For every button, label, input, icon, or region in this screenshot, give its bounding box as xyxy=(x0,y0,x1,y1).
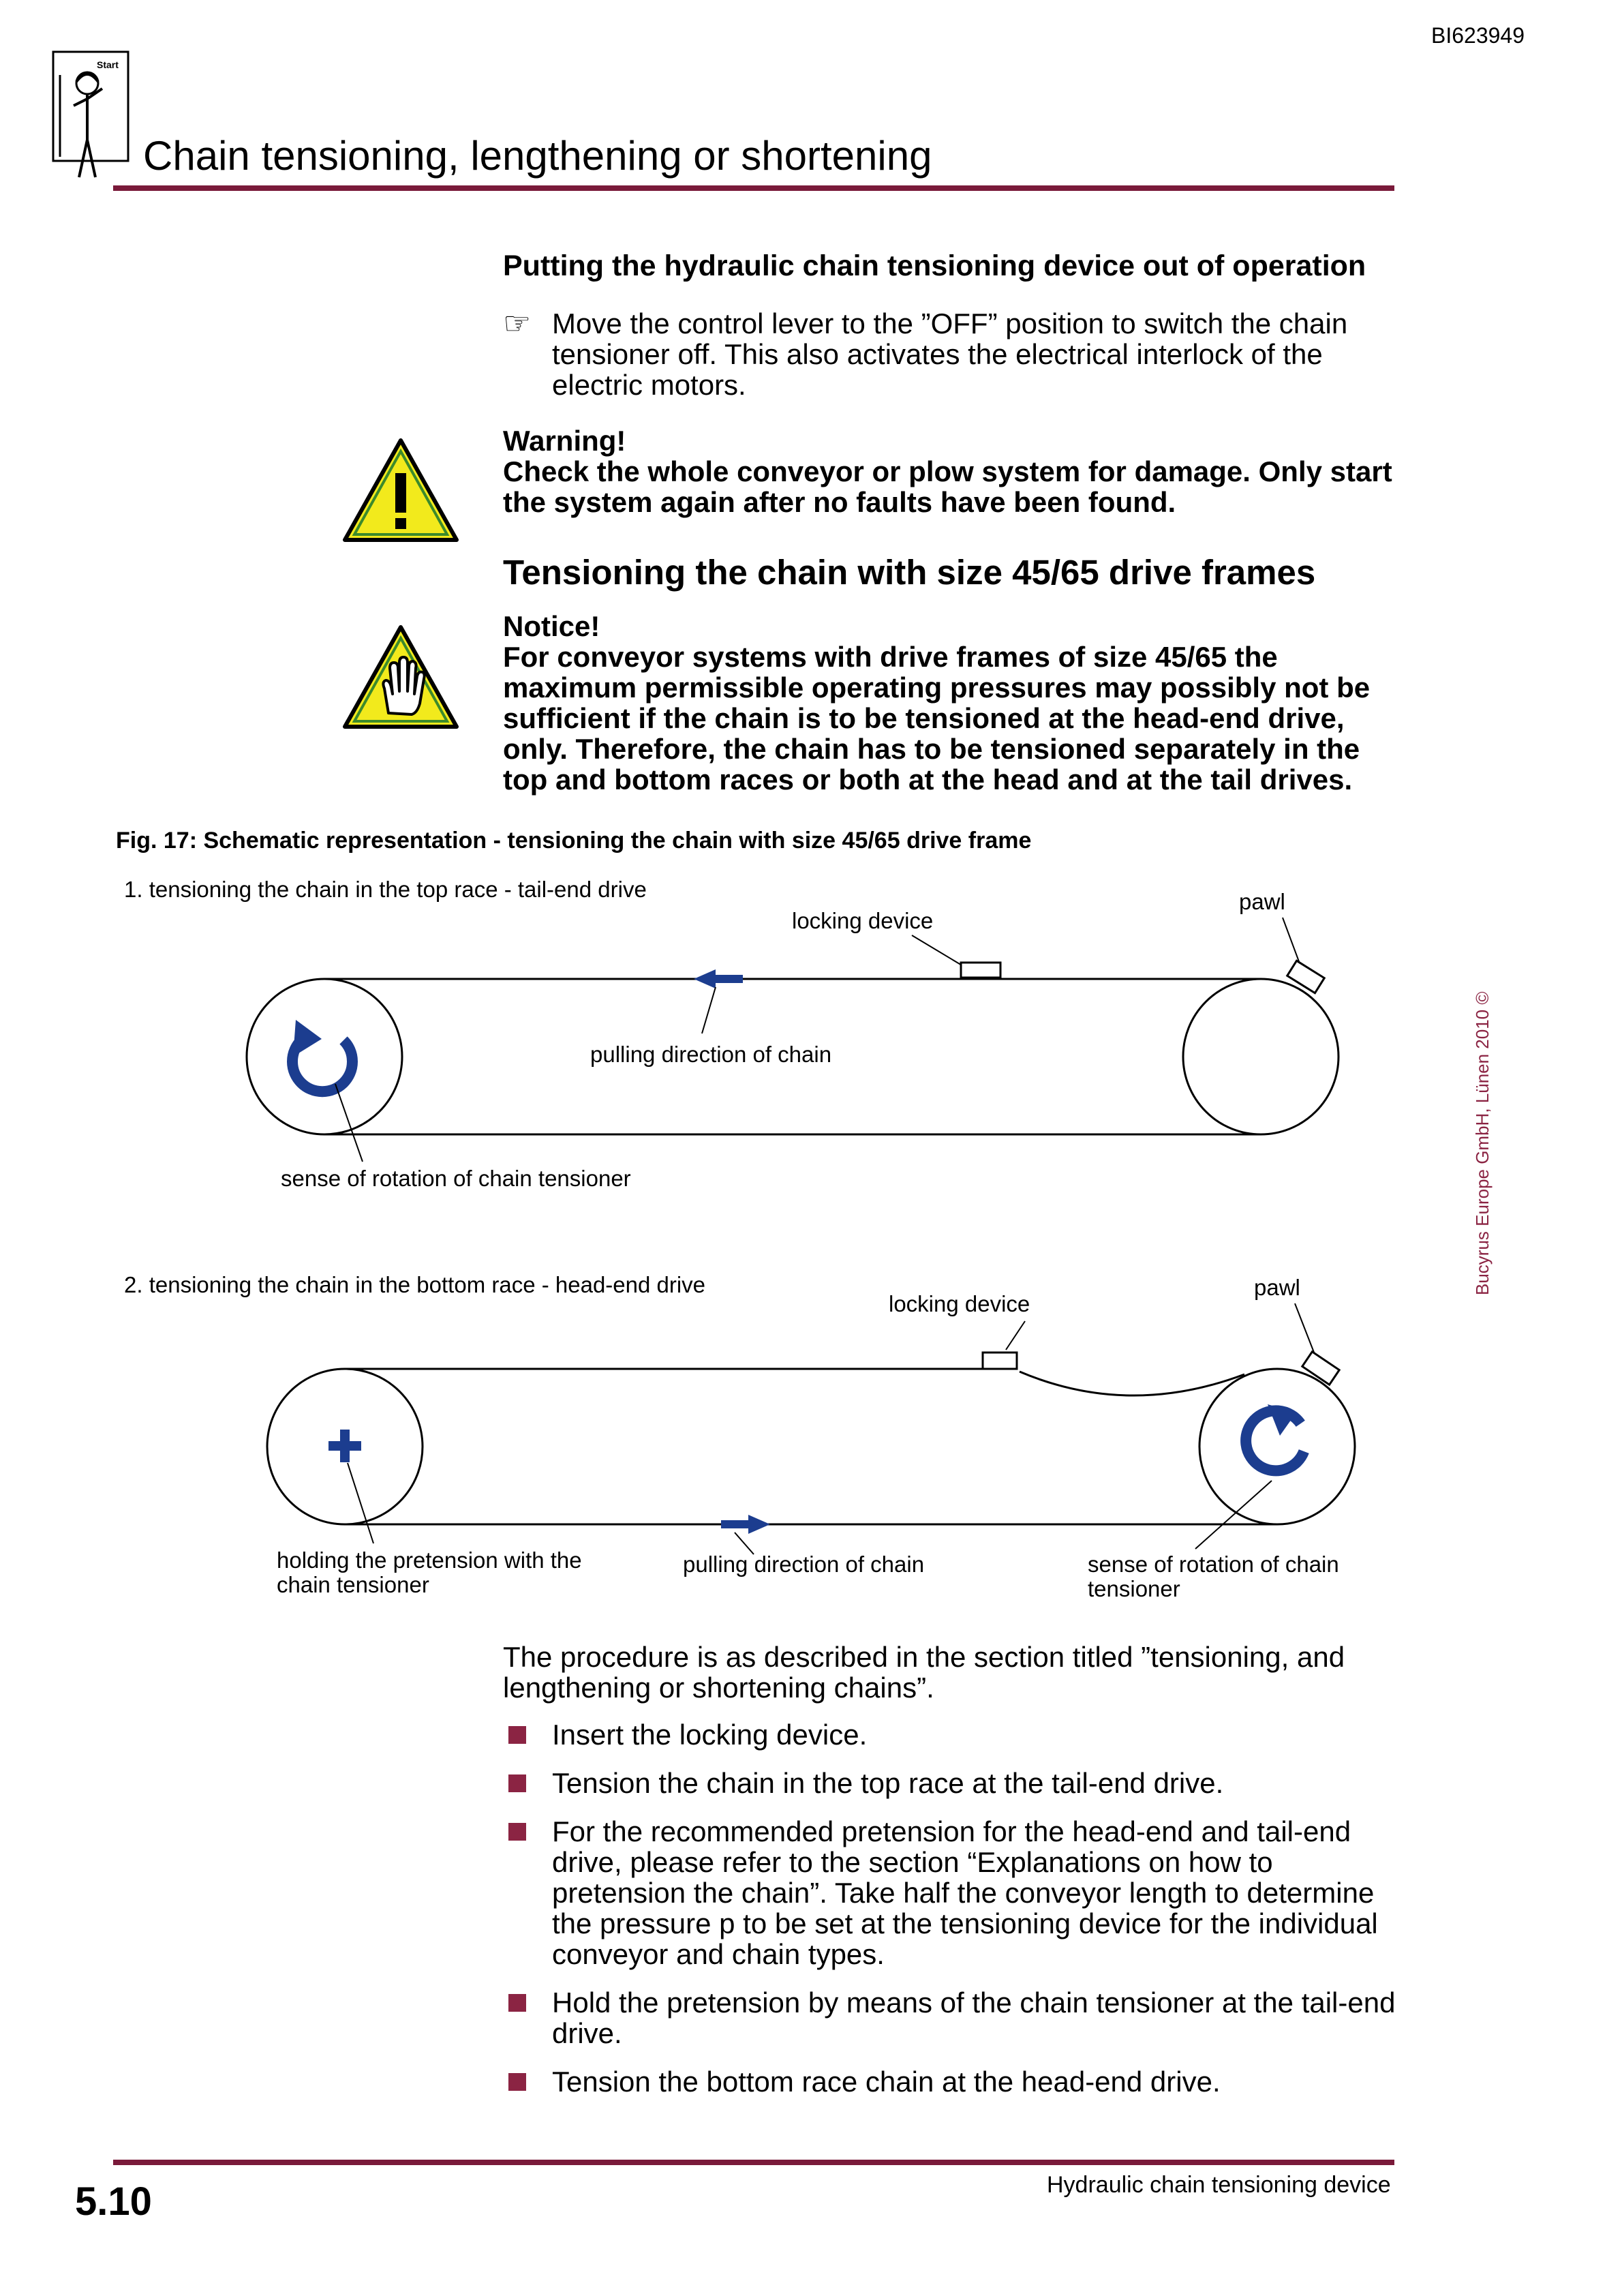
diagram-bottom-race-head-end xyxy=(113,1268,1394,1609)
diagram1-pulling-arrow xyxy=(694,969,743,988)
svg-text:Start: Start xyxy=(97,59,119,70)
instruction-item xyxy=(503,305,1396,401)
diagram1-locking-device xyxy=(961,963,1000,978)
warning-triangle-icon xyxy=(341,436,461,545)
diagram2-pulling-arrow xyxy=(721,1515,770,1534)
hand-notice-icon xyxy=(341,623,461,732)
diagram2-holding-leader xyxy=(348,1463,373,1543)
diagram2-rotation-arrow-icon xyxy=(1234,1398,1318,1483)
page-number: 5.10 xyxy=(75,2179,152,2224)
footer-rule xyxy=(113,2160,1394,2165)
instruction-text: Move the control lever to the ”OFF” position to switch the chain tensioner off. This also activates the electrical interlock of the electric motors. xyxy=(552,307,1348,401)
operator-start-icon xyxy=(48,48,136,184)
diagram2-locking-leader xyxy=(1006,1321,1025,1350)
procedure-step: Hold the pretension by means of the chain tensioner at the tail-end drive. xyxy=(503,1987,1396,2049)
diagram1-tail-sprocket xyxy=(247,979,402,1134)
diagram1-locking-leader xyxy=(912,935,966,968)
diagram1-rotation-leader xyxy=(335,1084,363,1162)
footer-title: Hydraulic chain tensioning device xyxy=(1047,2172,1391,2198)
notice-title: Notice! xyxy=(503,610,600,642)
diagram2-head-sprocket xyxy=(1199,1369,1355,1524)
pointing-hand-icon: ☞ xyxy=(503,305,532,341)
diagram1-rotation-label: sense of rotation of chain tensioner xyxy=(281,1166,631,1191)
notice-text: For conveyor systems with drive frames of size 45/65 the maximum permissible operating pressures may possibly not be sufficient if the chain is to be tensioned at the head-end drive, only. Therefore, the chain has to be tensioned separately in the top and bottom races or both at the head and at the tail drives. xyxy=(503,641,1371,796)
diagram2-pawl-leader xyxy=(1295,1303,1317,1359)
diagram2-title: 2. tensioning the chain in the bottom race - head-end drive xyxy=(124,1272,706,1297)
diagram2-holding-plus-icon xyxy=(328,1430,361,1462)
diagram2-locking-device xyxy=(983,1353,1017,1369)
diagram2-pawl-label: pawl xyxy=(1254,1275,1300,1300)
diagram1-pulling-label: pulling direction of chain xyxy=(590,1042,832,1067)
page-title: Chain tensioning, lengthening or shortening xyxy=(143,133,932,179)
diagram1-pawl-label: pawl xyxy=(1239,889,1285,914)
warning-title: Warning! xyxy=(503,425,626,457)
diagram2-pawl xyxy=(1302,1352,1339,1385)
header-rule xyxy=(113,185,1394,191)
diagram2-pulling-label: pulling direction of chain xyxy=(683,1552,925,1577)
section-heading-out-of-operation: Putting the hydraulic chain tensioning device out of operation xyxy=(503,250,1366,282)
figure-caption: Fig. 17: Schematic representation - tensioning the chain with size 45/65 drive frame xyxy=(116,828,1032,854)
diagram2-holding-label-line1: holding the pretension with the xyxy=(277,1547,582,1573)
procedure-step: Tension the bottom race chain at the head-end drive. xyxy=(503,2066,1396,2097)
notice-block xyxy=(503,611,1396,795)
document-id: BI623949 xyxy=(1431,23,1525,48)
procedure-steps xyxy=(503,1719,1396,2115)
diagram1-pawl xyxy=(1287,961,1324,993)
diagram2-slack-chain xyxy=(1020,1372,1244,1395)
procedure-step: Insert the locking device. xyxy=(503,1719,1396,1750)
procedure-step: For the recommended pretension for the head-end and tail-end drive, please refer to the section “Explanations on how to pretension the chain”. Take half the conveyor length to determine the pressure p to be set at the tensioning device for the individual conveyor and chain types. xyxy=(503,1816,1396,1969)
section-heading-tensioning: Tensioning the chain with size 45/65 drive frames xyxy=(503,553,1316,592)
diagram2-rotation-label-line1: sense of rotation of chain xyxy=(1088,1552,1339,1577)
copyright-note: Bucyrus Europe GmbH, Lünen 2010 © xyxy=(1472,991,1493,1295)
diagram1-title: 1. tensioning the chain in the top race - tail-end drive xyxy=(124,877,647,902)
procedure-intro: The procedure is as described in the section titled ”tensioning, and lengthening or shortening chains”. xyxy=(503,1641,1345,1704)
diagram2-rotation-label-line2: tensioner xyxy=(1088,1576,1180,1601)
diagram2-holding-label-line2: chain tensioner xyxy=(277,1572,429,1597)
diagram-top-race-tail-end xyxy=(113,873,1394,1200)
diagram1-rotation-arrow-icon xyxy=(292,1020,352,1091)
diagram1-pulling-leader xyxy=(702,987,716,1033)
diagram2-locking-device-label: locking device xyxy=(889,1291,1030,1316)
warning-text: Check the whole conveyor or plow system for damage. Only start the system again after no faults have been found. xyxy=(503,455,1392,518)
procedure-step: Tension the chain in the top race at the tail-end drive. xyxy=(503,1768,1396,1798)
diagram1-locking-device-label: locking device xyxy=(792,908,934,933)
diagram2-rotation-leader xyxy=(1195,1481,1272,1549)
warning-block xyxy=(503,425,1396,517)
diagram1-head-sprocket xyxy=(1183,979,1338,1134)
